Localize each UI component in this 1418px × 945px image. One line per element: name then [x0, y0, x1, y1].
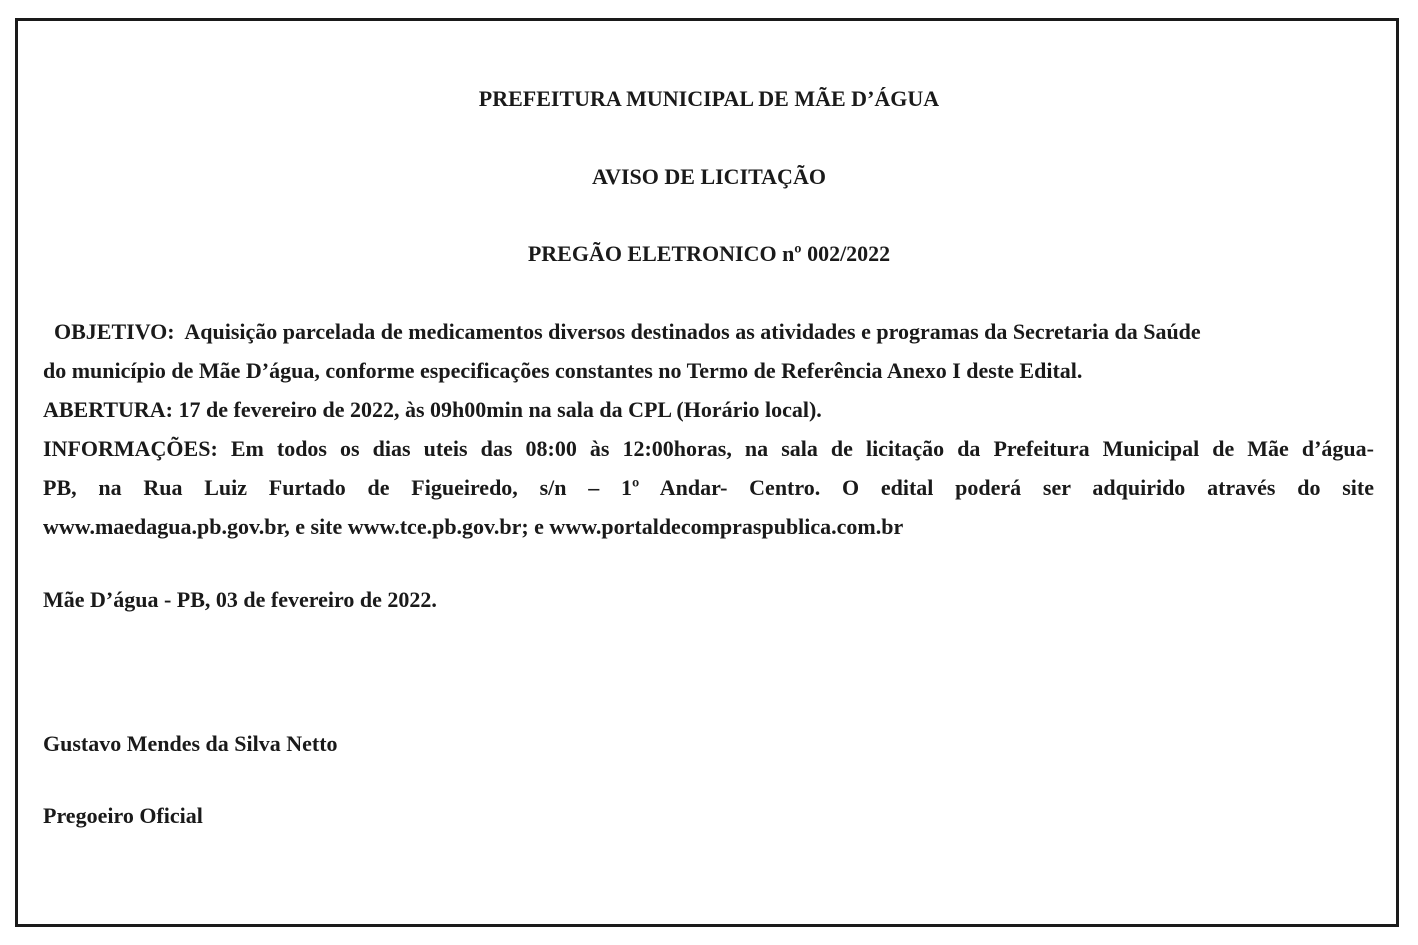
document-border	[15, 18, 1399, 927]
informacoes-line-3: www.maedagua.pb.gov.br, e site www.tce.pb.gov.br; e www.portaldecompraspublica.com.br	[43, 514, 904, 539]
document-subtitle: AVISO DE LICITAÇÃO	[592, 164, 826, 189]
signatory-role: Pregoeiro Oficial	[43, 803, 203, 828]
place-date: Mãe D’água - PB, 03 de fevereiro de 2022.	[43, 587, 437, 612]
objetivo-line-1: OBJETIVO: Aquisição parcelada de medicamentos diversos destinados as atividades e programas da Secretaria da Saúde	[43, 319, 1201, 344]
informacoes-line-2: PB, na Rua Luiz Furtado de Figueiredo, s/n – 1º Andar- Centro. O edital poderá ser adquirido através do site	[43, 475, 1374, 500]
pregao-reference: PREGÃO ELETRONICO nº 002/2022	[527, 241, 891, 266]
abertura-line: ABERTURA: 17 de fevereiro de 2022, às 09h00min na sala da CPL (Horário local).	[43, 397, 822, 422]
objetivo-line-2: do município de Mãe D’água, conforme especificações constantes no Termo de Referência Anexo I deste Edital.	[43, 358, 1083, 383]
informacoes-line-1: INFORMAÇÕES: Em todos os dias uteis das 08:00 às 12:00horas, na sala de licitação da Prefeitura Municipal de Mãe d’água-	[43, 436, 1374, 461]
signatory-name: Gustavo Mendes da Silva Netto	[43, 731, 338, 756]
document-title: PREFEITURA MUNICIPAL DE MÃE D’ÁGUA	[478, 86, 940, 111]
